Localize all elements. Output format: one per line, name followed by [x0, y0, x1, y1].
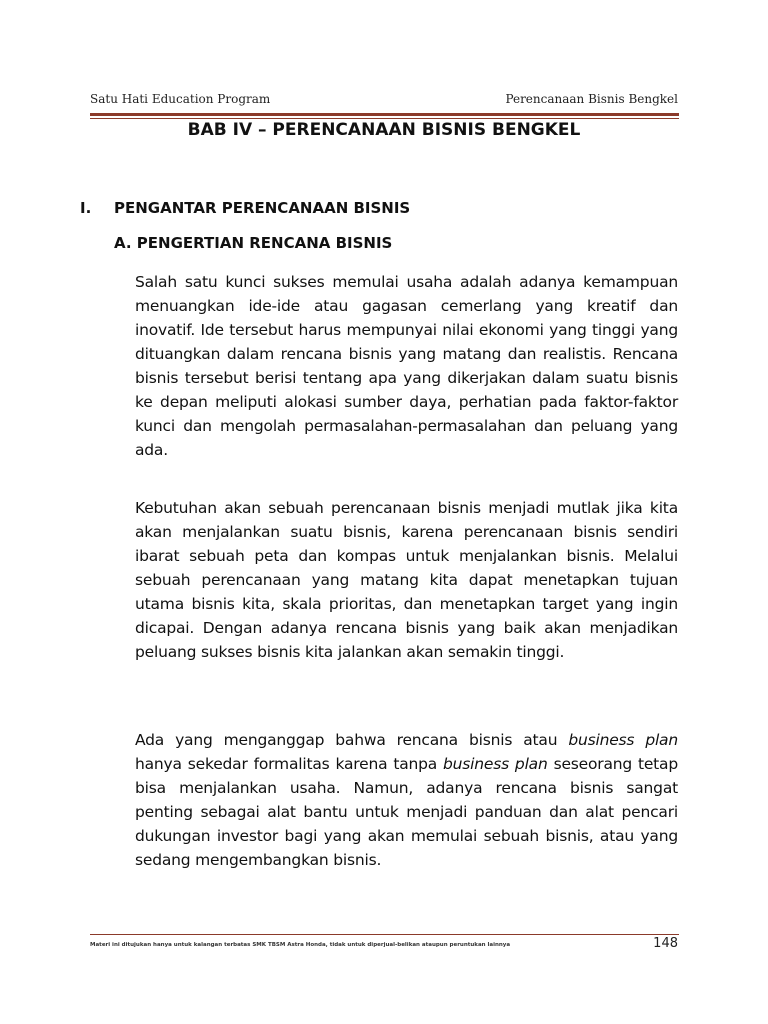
- paragraph-3-text-1: Ada yang menganggap bahwa rencana bisnis atau: [135, 731, 569, 749]
- section-number: I.: [80, 199, 92, 217]
- paragraph-3-italic-2: business plan: [443, 755, 548, 773]
- header-program-name: Satu Hati Education Program: [90, 92, 271, 106]
- running-header: [90, 92, 678, 112]
- paragraph-1: Salah satu kunci sukses memulai usaha adalah adanya kemampuan menuangkan ide-ide atau gagasan cemerlang yang kreatif dan inovatif. Ide tersebut harus mempunyai nilai ekonomi yang tinggi yang dituangkan dalam rencana bisnis yang matang dan realistis. Rencana bisnis tersebut berisi tentang apa yang dikerjakan dalam suatu bisnis ke depan meliputi alokasi sumber daya, perhatian pada faktor-faktor kunci dan mengolah permasalahan-permasalahan dan peluang yang ada.: [135, 273, 678, 459]
- footer-note: Materi ini ditujukan hanya untuk kalangan terbatas SMK TBSM Astra Honda, tidak untuk diperjual-belikan ataupun peruntukan lainnya: [90, 942, 511, 948]
- header-document-title: Perencanaan Bisnis Bengkel: [505, 92, 678, 106]
- paragraph-3-text-3: seseorang tetap bisa menjalankan usaha. Namun, adanya rencana bisnis sangat penting sebagai alat bantu untuk menjadi panduan dan alat pencari dukungan investor bagi yang akan memulai sebuah bisnis, atau yang sedang mengembangkan bisnis.: [135, 755, 678, 869]
- subsection-title: A. PENGERTIAN RENCANA BISNIS: [114, 234, 393, 252]
- header-rule-thin: [90, 118, 679, 119]
- section-title: PENGANTAR PERENCANAAN BISNIS: [114, 199, 411, 217]
- paragraph-3: [135, 728, 678, 872]
- page-number: 148: [653, 936, 678, 951]
- header-rule-thick: [90, 113, 679, 116]
- paragraph-3-italic-1: business plan: [568, 731, 678, 749]
- footer-rule: [90, 934, 679, 935]
- paragraph-2: Kebutuhan akan sebuah perencanaan bisnis menjadi mutlak jika kita akan menjalankan suatu bisnis, karena perencanaan bisnis sendiri ibarat sebuah peta dan kompas untuk menjalankan bisnis. Melalui sebuah perencanaan yang matang kita dapat menetapkan tujuan utama bisnis kita, skala prioritas, dan menetapkan target yang ingin dicapai. Dengan adanya rencana bisnis yang baik akan menjadikan peluang sukses bisnis kita jalankan akan semakin tinggi.: [135, 499, 678, 661]
- paragraph-3-text-2: hanya sekedar formalitas karena tanpa: [135, 755, 444, 773]
- chapter-title: BAB IV – PERENCANAAN BISNIS BENGKEL: [187, 120, 581, 140]
